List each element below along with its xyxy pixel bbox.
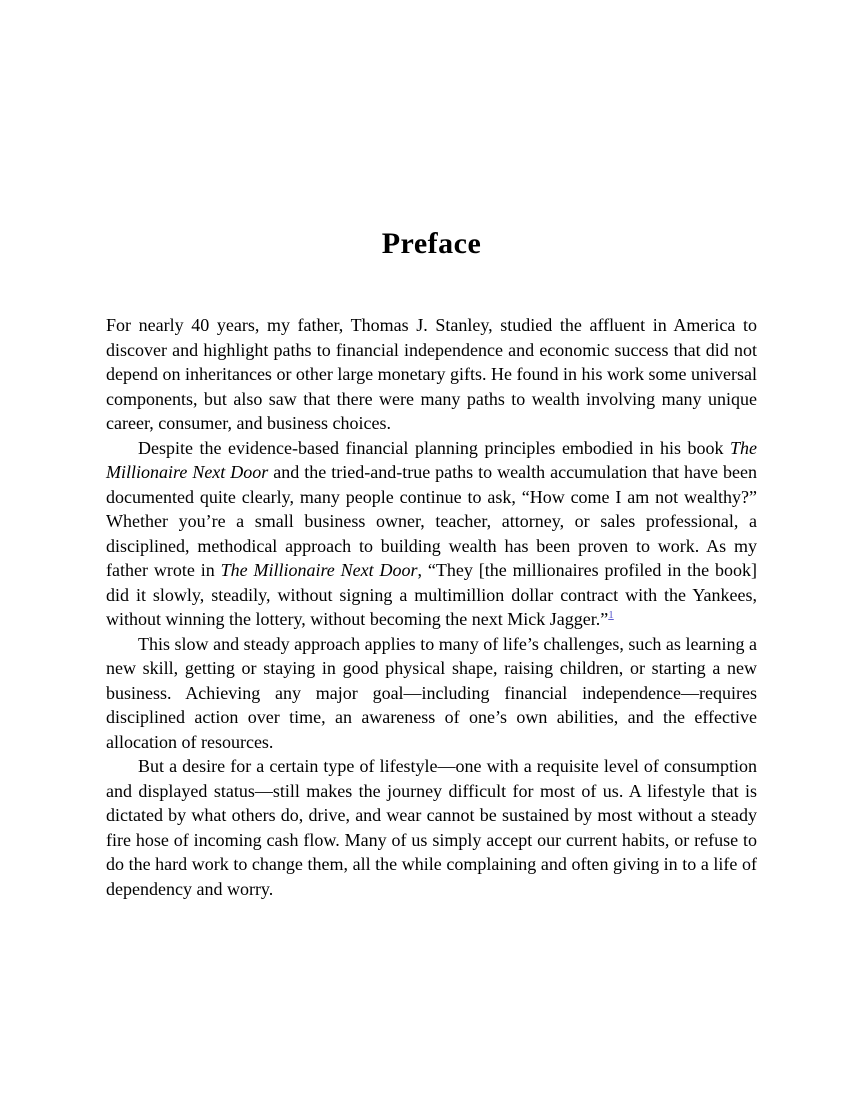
book-title-italic: The Millionaire Next Door bbox=[220, 560, 418, 580]
paragraph-4-text: But a desire for a certain type of lifestyle—one with a requisite level of consumption and displayed status—still makes the journey difficult for most of us. A lifestyle that is dictated by what others do, drive, and wear cannot be sustained by most without a steady fire hose of incoming cash flow. Many of us simply accept our current habits, or refuse to do the hard work to change them, all the while complaining and often giving in to a life of dependency and worry. bbox=[106, 756, 757, 899]
chapter-body bbox=[106, 313, 757, 901]
paragraph-2-text-a: Despite the evidence-based financial planning principles embodied in his book bbox=[138, 437, 730, 458]
paragraph-2-text-c: , “They [the millionaires profiled in the book] did it slowly, steadily, without signing a multimillion dollar contract with the Yankees, without winning the lottery, without becoming the next Mick Jagger.” bbox=[106, 560, 758, 629]
paragraph-2-text-b: and the tried-and-true paths to wealth accumulation that have been documented quite clearly, many people continue to ask, “How come I am not wealthy?” Whether you’re a small business owner, teacher, attorney, or sales professional, a disciplined, methodical approach to building wealth has been proven to work. As my father wrote in bbox=[106, 462, 757, 580]
paragraph-1-text: For nearly 40 years, my father, Thomas J. Stanley, studied the affluent in America to discover and highlight paths to financial independence and economic success that did not depend on inheritances or other large monetary gifts. He found in his work some universal components, but also saw that there were many paths to wealth involving many unique career, consumer, and business choices. bbox=[106, 315, 757, 433]
paragraph-3-text: This slow and steady approach applies to many of life’s challenges, such as learning a new skill, getting or staying in good physical shape, raising children, or starting a new business. Achieving any major goal—including financial independence—requires disciplined action over time, an awareness of one’s own abilities, and the effective allocation of resources. bbox=[106, 633, 757, 752]
book-title-italic: The Millionaire Next Door bbox=[106, 437, 757, 482]
paragraph-4 bbox=[106, 754, 757, 901]
paragraph-1 bbox=[106, 313, 757, 436]
paragraph-3 bbox=[106, 632, 757, 755]
footnote-link-1[interactable]: 1 bbox=[608, 609, 614, 621]
footnote-superscript bbox=[608, 609, 614, 621]
paragraph-2 bbox=[106, 436, 757, 632]
chapter-title: Preface bbox=[381, 227, 482, 260]
